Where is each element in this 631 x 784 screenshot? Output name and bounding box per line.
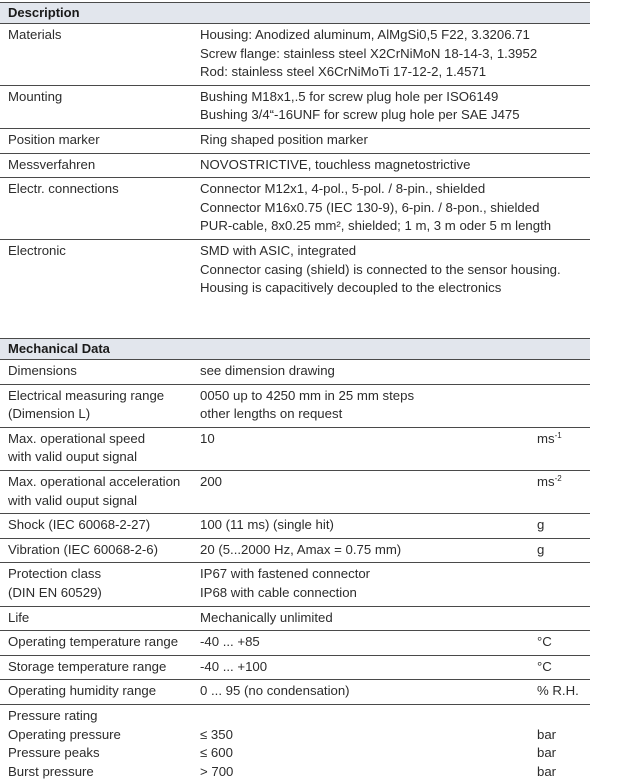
unit-text: g <box>537 541 545 557</box>
pressure-label: Burst pressure <box>8 763 94 779</box>
table-row <box>0 427 590 470</box>
unit-exponent: -1 <box>554 430 562 440</box>
row-label <box>0 387 200 424</box>
mechanical-heading: Mechanical Data <box>0 338 590 359</box>
unit-text: °C <box>537 658 552 674</box>
row-label <box>0 565 200 602</box>
row-unit <box>537 682 587 701</box>
row-label <box>0 633 200 652</box>
label-line: Dimensions <box>8 363 77 378</box>
pressure-values <box>200 707 537 781</box>
pressure-value: ≤ 350 <box>200 726 233 742</box>
mechanical-table <box>0 359 590 704</box>
label-line: Operating temperature range <box>8 634 179 650</box>
row-label <box>0 180 200 236</box>
row-value <box>200 516 537 535</box>
unit-text: ms <box>537 430 555 446</box>
value-line: Connector casing (shield) is connected to the sensor housing. <box>200 261 561 277</box>
label-line: Position marker <box>8 131 100 147</box>
value-line: 0050 up to 4250 mm in 25 mm steps <box>200 387 415 403</box>
row-value <box>200 473 537 510</box>
row-unit <box>537 473 587 510</box>
label-line: Electronic <box>8 242 66 258</box>
label-line: Messverfahren <box>8 156 96 172</box>
value-line: Bushing 3/4“-16UNF for screw plug hole per SAE J475 <box>200 107 520 123</box>
unit-text: g <box>537 517 545 533</box>
table-row <box>0 655 590 680</box>
pressure-block <box>0 704 590 784</box>
row-value <box>200 88 537 125</box>
label-line: Shock (IEC 60068-2-27) <box>8 517 151 533</box>
table-row <box>0 606 590 631</box>
value-line: Housing is capacitively decoupled to the electronics <box>200 280 502 296</box>
value-line: -40 ... +85 <box>200 634 260 650</box>
value-line: Ring shaped position marker <box>200 131 368 147</box>
pressure-heading: Pressure rating <box>8 707 98 723</box>
row-value <box>200 387 537 424</box>
value-line: 200 <box>200 473 223 489</box>
value-line: SMD with ASIC, integrated <box>200 242 357 258</box>
row-value <box>200 658 537 677</box>
row-label <box>0 430 200 467</box>
row-label <box>0 541 200 560</box>
table-row <box>0 470 590 513</box>
table-row <box>0 23 590 85</box>
label-line: Electr. connections <box>8 181 119 197</box>
row-label <box>0 682 200 701</box>
row-label <box>0 156 200 175</box>
row-label <box>0 242 200 298</box>
row-unit <box>537 565 587 602</box>
pressure-value: > 700 <box>200 763 234 779</box>
value-line: Connector M12x1, 4-pol., 5-pol. / 8-pin., shielded <box>200 181 486 197</box>
row-value <box>200 609 537 628</box>
description-section <box>0 2 590 301</box>
label-line: Materials <box>8 27 62 42</box>
table-row <box>0 562 590 605</box>
unit-text: °C <box>537 634 552 650</box>
pressure-label: Pressure peaks <box>8 745 100 761</box>
row-value <box>200 565 537 602</box>
value-line: Mechanically unlimited <box>200 609 333 625</box>
label-line: Vibration (IEC 60068-2-6) <box>8 541 159 557</box>
pressure-label: Operating pressure <box>8 726 121 742</box>
value-line: 100 (11 ms) (single hit) <box>200 517 334 533</box>
table-row <box>0 513 590 538</box>
value-line: Screw flange: stainless steel X2CrNiMoN 18-14-3, 1.3952 <box>200 45 538 61</box>
row-label <box>0 516 200 535</box>
row-value <box>200 682 537 701</box>
value-line: 0 ... 95 (no condensation) <box>200 683 350 699</box>
value-line: Housing: Anodized aluminum, AlMgSi0,5 F22, 3.3206.71 <box>200 27 530 42</box>
pressure-unit: bar <box>537 745 557 761</box>
row-unit <box>537 658 587 677</box>
row-unit <box>537 633 587 652</box>
row-label <box>0 131 200 150</box>
row-unit <box>537 516 587 535</box>
value-line: Rod: stainless steel X6CrNiMoTi 17-12-2, 1.4571 <box>200 64 487 80</box>
row-unit <box>537 541 587 560</box>
table-row <box>0 630 590 655</box>
row-value <box>200 242 561 298</box>
row-value <box>200 156 537 175</box>
value-line: other lengths on request <box>200 406 343 422</box>
label-line: Max. operational acceleration <box>8 473 181 489</box>
table-row <box>0 128 590 153</box>
value-line: IP68 with cable connection <box>200 584 357 600</box>
value-line: Bushing M18x1,.5 for screw plug hole per ISO6149 <box>200 88 499 104</box>
description-table <box>0 23 590 301</box>
label-line: with valid ouput signal <box>8 492 138 508</box>
unit-text: % R.H. <box>537 683 579 699</box>
table-row <box>0 359 590 384</box>
value-line: see dimension drawing <box>200 363 335 378</box>
pressure-value: ≤ 600 <box>200 745 233 761</box>
row-value <box>200 633 537 652</box>
row-value <box>200 131 537 150</box>
value-line: IP67 with fastened connector <box>200 566 371 582</box>
value-line: Connector M16x0.75 (IEC 130-9), 6-pin. / 8-pon., shielded <box>200 199 540 215</box>
pressure-units <box>537 707 587 781</box>
row-label <box>0 88 200 125</box>
row-label <box>0 362 200 381</box>
label-line: with valid ouput signal <box>8 449 138 465</box>
row-unit <box>537 609 587 628</box>
row-label <box>0 658 200 677</box>
description-heading: Description <box>0 2 590 23</box>
table-row <box>0 85 590 128</box>
row-unit <box>537 430 587 467</box>
row-value <box>200 430 537 467</box>
pressure-labels <box>0 707 200 781</box>
label-line: (Dimension L) <box>8 406 91 422</box>
mechanical-section <box>0 338 590 784</box>
row-value <box>200 180 552 236</box>
label-line: Mounting <box>8 88 63 104</box>
label-line: Max. operational speed <box>8 430 146 446</box>
value-line: 10 <box>200 430 215 446</box>
row-unit <box>537 362 587 381</box>
table-row <box>0 538 590 563</box>
label-line: Operating humidity range <box>8 683 157 699</box>
value-line: NOVOSTRICTIVE, touchless magnetostrictive <box>200 156 471 172</box>
row-label <box>0 609 200 628</box>
label-line: (DIN EN 60529) <box>8 584 102 600</box>
row-value <box>200 541 537 560</box>
value-line: 20 (5...2000 Hz, Amax = 0.75 mm) <box>200 541 402 557</box>
row-unit <box>537 387 587 424</box>
label-line: Electrical measuring range <box>8 387 165 403</box>
table-row <box>0 384 590 427</box>
label-line: Storage temperature range <box>8 658 167 674</box>
pressure-unit: bar <box>537 726 557 742</box>
table-row <box>0 177 590 239</box>
table-row <box>0 679 590 704</box>
pressure-unit: bar <box>537 763 557 779</box>
table-row <box>0 153 590 178</box>
table-row <box>0 239 590 301</box>
row-value <box>200 362 537 381</box>
unit-text: ms <box>537 473 555 489</box>
unit-exponent: -2 <box>554 473 562 483</box>
row-label <box>0 473 200 510</box>
value-line: -40 ... +100 <box>200 658 268 674</box>
row-label <box>0 26 200 82</box>
value-line: PUR-cable, 8x0.25 mm², shielded; 1 m, 3 m oder 5 m length <box>200 218 552 234</box>
label-line: Life <box>8 609 30 625</box>
row-value <box>200 26 537 82</box>
label-line: Protection class <box>8 566 102 582</box>
